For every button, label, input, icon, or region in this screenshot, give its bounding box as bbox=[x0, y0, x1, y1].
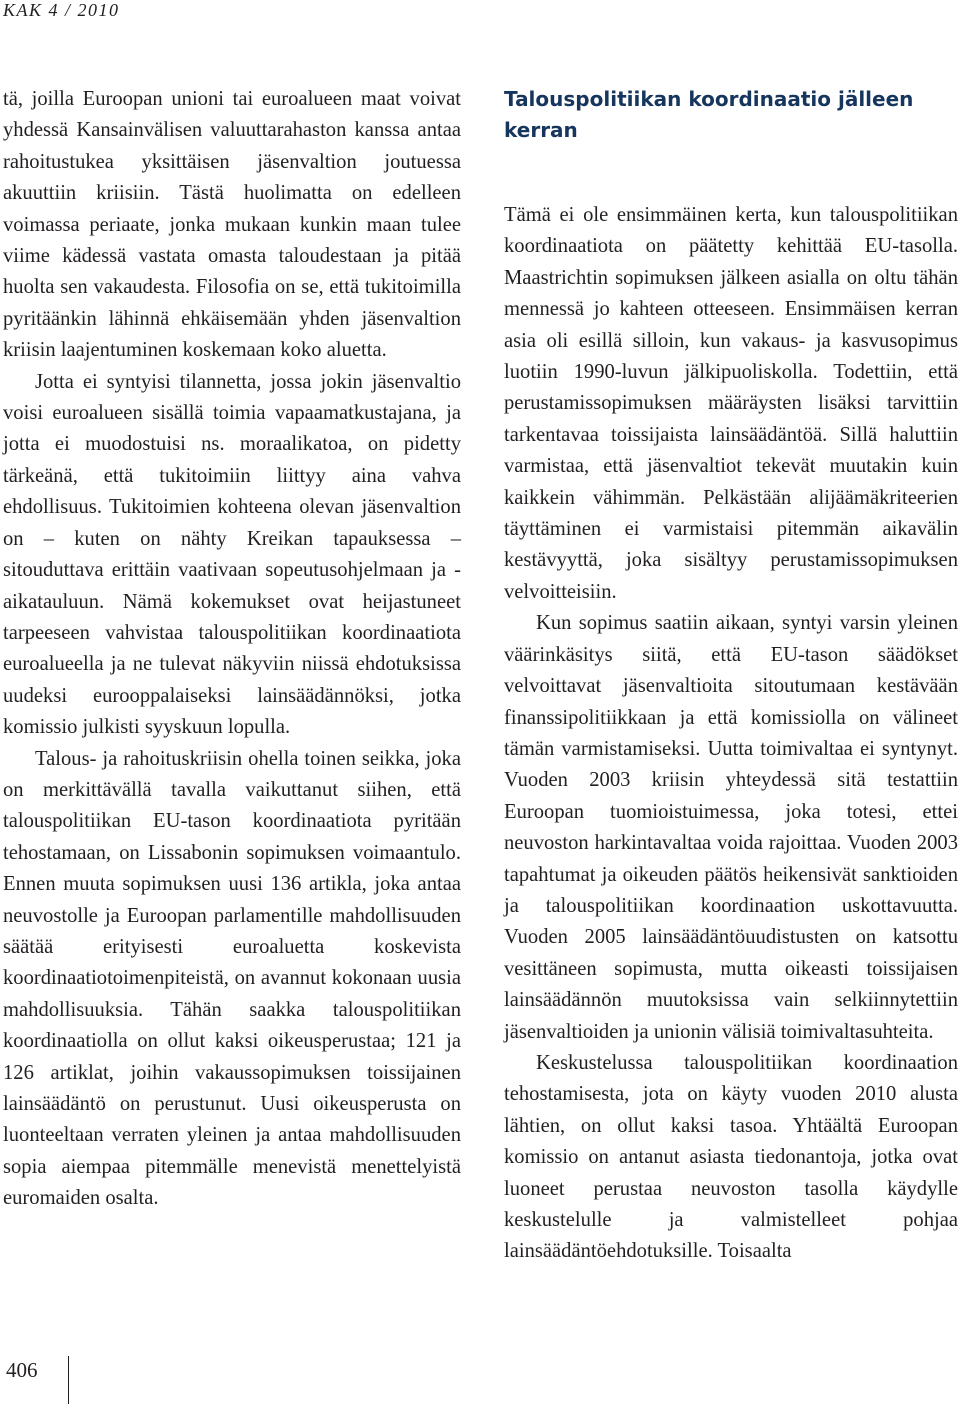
right-paragraph-2: Kun sopimus saatiin aikaan, syntyi varsin yleinen väärinkäsitys siitä, että EU-tason säädökset velvoittavat jäsenvaltioita sitoutumaan kestävään finanssipolitiikkaan ja että komissiolla on välineet tämän varmistamiseksi. Uutta toimivaltaa ei syntynyt. Vuoden 2003 kriisin yhteydessä sitä testattiin Euroopan tuomioistuimessa, joka totesi, ettei neuvoston harkintavaltaa voida rajoittaa. Vuoden 2003 tapahtumat ja oikeuden päätös heikensivät sanktioiden ja talouspolitiikan koordinaation uskottavuutta. Vuoden 2005 lainsäädäntöuudistusten on katsottu vesittäneen sopimusta, mutta oikeasti toissijaisen lainsäädännön muutoksissa vain selkiinnytettiin jäsenvaltioiden ja unionin välisiä toimivaltasuhteita. bbox=[504, 612, 958, 1043]
right-paragraph-1: Tämä ei ole ensimmäinen kerta, kun talouspolitiikan koordinaatiota on päätetty kehittää EU-tasolla. Maastrichtin sopimuksen jälkeen asialla on oltu tähän mennessä jo kahteen otteeseen. Ensimmäisen kerran asia oli esillä silloin, kun vakaus- ja kasvusopimus luotiin 1990-luvun jälkipuoliskolla. Todettiin, että perustamissopimuksen määräysten lisäksi tarvittiin tarkentavaa toissijaista lainsäädäntöä. Sillä haluttiin varmistaa, että jäsenvaltiot tekevät muutakin kuin kaikkein vähimmän. Pelkästään alijäämäkriteerien täyttäminen ei varmistaisi pitemmän aikavälin kestävyyttä, joka sisältyy perustamissopimuksen velvoitteisiin. bbox=[504, 204, 958, 603]
running-head: KAK 4 / 2010 bbox=[3, 0, 120, 20]
right-column bbox=[504, 84, 958, 1268]
left-paragraph-1: tä, joilla Euroopan unioni tai euroalueen maat voivat yhdessä Kansainvälisen valuuttarahaston kanssa antaa rahoitustukea yksittäisen jäsenvaltion joutuessa akuuttiin kriisiin. Tästä huolimatta on edelleen voimassa periaate, jonka mukaan kunkin maan tulee viime kädessä vastata omasta taloudestaan ja pitää huolta sen vakaudesta. Filosofia on se, että tukitoimilla pyritäänkin lähinnä ehkäisemään yhden jäsenvaltion kriisin laajentuminen koskemaan koko aluetta. bbox=[3, 88, 461, 362]
left-paragraph-2: Jotta ei syntyisi tilannetta, jossa jokin jäsenvaltio voisi euroalueen sisällä toimia vapaamatkustajana, ja jotta ei muodostuisi ns. moraalikatoa, on pidetty tärkeänä, että tukitoimiin liittyy aina vahva ehdollisuus. Tukitoimien kohteena olevan jäsenvaltion on – kuten on nähty Kreikan tapauksessa – sitouduttava erittäin vaativaan sopeutusohjelmaan ja -aikatauluun. Nämä kokemukset ovat heijastuneet tarpeeseen vahvistaa talouspolitiikan koordinaatiota euroalueella ja ne tulevat näkyviin niissä ehdotuksissa uudeksi eurooppalaiseksi lainsäädännöksi, jotka komissio julkisti syyskuun lopulla. bbox=[3, 370, 461, 739]
page-number: 406 bbox=[6, 1358, 38, 1382]
right-paragraph-3: Keskustelussa talouspolitiikan koordinaation tehostamisesta, jota on käyty vuoden 2010 alusta lähtien, on ollut kaksi tasoa. Yhtäältä Euroopan komissio on antanut asiasta tiedonantoja, jotka ovat luoneet perustaa neuvoston tasolla käydylle keskustelulle ja valmistelleet pohjaa lainsäädäntöehdotuksille. Toisaalta bbox=[504, 1051, 958, 1263]
section-title: Talouspolitiikan koordinaatio jälleen kerran bbox=[504, 87, 914, 142]
left-column bbox=[3, 84, 461, 1215]
left-paragraph-3: Talous- ja rahoituskriisin ohella toinen seikka, joka on merkittävällä tavalla vaikuttanut siihen, että talouspolitiikan EU-tason koordinaatiota pyritään tehostamaan, on Lissabonin sopimuksen voimaantulo. Ennen muuta sopimuksen uusi 136 artikla, joka antaa neuvostolle ja Euroopan parlamentille mahdollisuuden säätää erityisesti euroaluetta koskevista koordinaatiotoimenpiteistä, on avannut kokonaan uusia mahdollisuuksia. Tähän saakka talouspolitiikan koordinaatiolla on ollut kaksi oikeusperustaa; 121 ja 126 artiklat, joihin vakaussopimuksen toissijainen lainsäädäntö on perustunut. Uusi oikeusperusta on luonteeltaan verraten yleinen ja antaa mahdollisuuden sopia aiempaa pitemmälle menevistä menettelyistä euromaiden osalta. bbox=[3, 747, 461, 1210]
page-number-divider bbox=[68, 1356, 69, 1404]
